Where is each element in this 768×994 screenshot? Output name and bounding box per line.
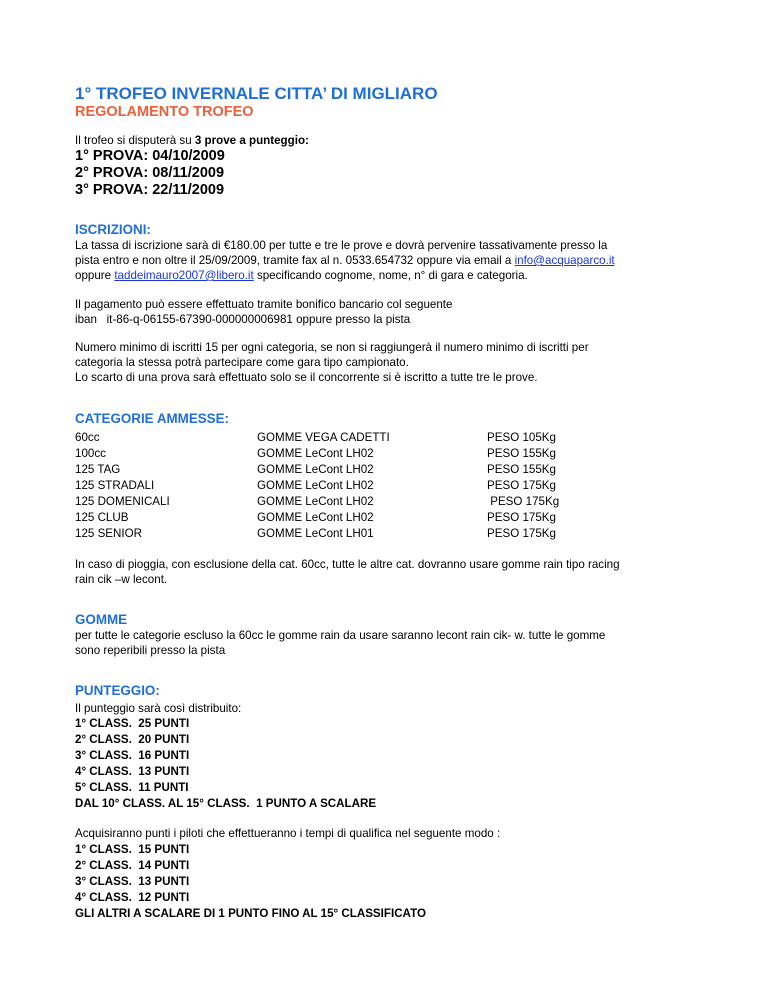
categoria-gomme: GOMME LeCont LH01 <box>257 527 374 540</box>
punteggio-heading: PUNTEGGIO: <box>75 683 160 698</box>
pioggia-line-2: rain cik –w lecont. <box>75 573 168 586</box>
iscrizioni-line-1: La tassa di iscrizione sarà di €180.00 per tutte e tre le prove e dovrà pervenire tassativamente presso la <box>75 239 608 252</box>
intro-bold: 3 prove a punteggio: <box>194 134 309 147</box>
qualifica-item: 2° CLASS. 14 PUNTI <box>75 859 190 872</box>
categoria-name: 100cc <box>75 447 106 460</box>
categoria-name: 125 STRADALI <box>75 479 155 492</box>
iscrizioni-line-2 <box>75 253 615 268</box>
pagamento-line-1: Il pagamento può essere effettuato tramite bonifico bancario col seguente <box>75 298 453 311</box>
gomme-line-1: per tutte le categorie escluso la 60cc le gomme rain da usare saranno lecont rain cik- w. tutte le gomme <box>75 629 606 642</box>
punteggio-item: 5° CLASS. 11 PUNTI <box>75 781 189 794</box>
categoria-gomme: GOMME LeCont LH02 <box>257 447 374 460</box>
iscrizioni-line-2-text: pista entro e non oltre il 25/09/2009, tramite fax al n. 0533.654732 oppure via email a <box>75 254 515 267</box>
qualifica-item: 3° CLASS. 13 PUNTI <box>75 875 190 888</box>
categoria-peso: PESO 175Kg <box>487 527 556 540</box>
categoria-gomme: GOMME VEGA CADETTI <box>257 431 390 444</box>
qualifica-item: 4° CLASS. 12 PUNTI <box>75 891 190 904</box>
prova-1: 1° PROVA: 04/10/2009 <box>75 148 225 164</box>
intro-line <box>75 133 309 148</box>
punteggio-item: 2° CLASS. 20 PUNTI <box>75 733 190 746</box>
pioggia-line-1: In caso di pioggia, con esclusione della cat. 60cc, tutte le altre cat. dovranno usare gomme rain tipo racing <box>75 558 620 571</box>
qualifica-intro: Acquisiranno punti i piloti che effettueranno i tempi di qualifica nel seguente modo : <box>75 827 501 840</box>
punteggio-intro: Il punteggio sarà così distribuito: <box>75 702 242 715</box>
categoria-peso: PESO 175Kg <box>487 511 556 524</box>
prova-2: 2° PROVA: 08/11/2009 <box>75 165 225 181</box>
categoria-name: 125 TAG <box>75 463 121 476</box>
iscrizioni-line-3 <box>75 268 528 283</box>
email-link-taddei[interactable]: taddeimauro2007@libero.it <box>114 269 254 282</box>
email-link-acquaparco[interactable]: info@acquaparco.it <box>514 254 615 267</box>
intro-prefix: Il trofeo si disputerà su <box>75 134 195 147</box>
punteggio-item: 1° CLASS. 25 PUNTI <box>75 717 190 730</box>
pagamento-line-2: iban it-86-q-06155-67390-000000006981 oppure presso la pista <box>75 313 411 326</box>
iscrizioni-line-3-prefix: oppure <box>75 269 115 282</box>
qualifica-item: GLI ALTRI A SCALARE DI 1 PUNTO FINO AL 15° CLASSIFICATO <box>75 907 426 920</box>
iscrizioni-heading: ISCRIZIONI: <box>75 222 151 237</box>
punteggio-item: 4° CLASS. 13 PUNTI <box>75 765 190 778</box>
categoria-peso: PESO 155Kg <box>487 447 556 460</box>
punteggio-item: 3° CLASS. 16 PUNTI <box>75 749 190 762</box>
categoria-gomme: GOMME LeCont LH02 <box>257 495 374 508</box>
categoria-peso: PESO 175Kg <box>487 495 560 508</box>
page-subtitle: REGOLAMENTO TROFEO <box>75 104 254 120</box>
categoria-gomme: GOMME LeCont LH02 <box>257 479 374 492</box>
iscrizioni-line-3-suffix: specificando cognome, nome, n° di gara e categoria. <box>253 269 528 282</box>
categoria-name: 125 DOMENICALI <box>75 495 170 508</box>
categoria-gomme: GOMME LeCont LH02 <box>257 463 374 476</box>
minimo-line-3: Lo scarto di una prova sarà effettuato solo se il concorrente si è iscritto a tutte tre le prove. <box>75 371 538 384</box>
categoria-peso: PESO 155Kg <box>487 463 556 476</box>
categoria-name: 125 CLUB <box>75 511 129 524</box>
gomme-line-2: sono reperibili presso la pista <box>75 644 226 657</box>
page-title: 1° TROFEO INVERNALE CITTA’ DI MIGLIARO <box>75 84 438 103</box>
minimo-line-1: Numero minimo di iscritti 15 per ogni categoria, se non si raggiungerà il numero minimo di iscritti per <box>75 341 589 354</box>
categorie-heading: CATEGORIE AMMESSE: <box>75 411 229 426</box>
gomme-heading: GOMME <box>75 612 128 627</box>
prova-3: 3° PROVA: 22/11/2009 <box>75 182 225 198</box>
categoria-gomme: GOMME LeCont LH02 <box>257 511 374 524</box>
categoria-peso: PESO 105Kg <box>487 431 556 444</box>
categoria-name: 60cc <box>75 431 100 444</box>
qualifica-item: 1° CLASS. 15 PUNTI <box>75 843 190 856</box>
minimo-line-2: categoria la stessa potrà partecipare come gara tipo campionato. <box>75 356 409 369</box>
categoria-name: 125 SENIOR <box>75 527 143 540</box>
categoria-peso: PESO 175Kg <box>487 479 556 492</box>
punteggio-item: DAL 10° CLASS. AL 15° CLASS. 1 PUNTO A SCALARE <box>75 797 377 810</box>
